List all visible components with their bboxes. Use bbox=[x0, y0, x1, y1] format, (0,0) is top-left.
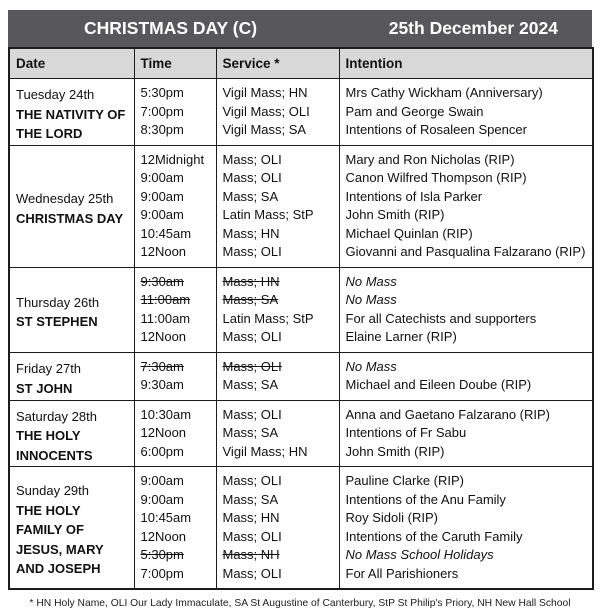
intention-cell: No Mass bbox=[339, 291, 593, 310]
time-cell: 12Noon bbox=[134, 243, 216, 267]
time-cell: 7:00pm bbox=[134, 565, 216, 590]
intention-cell: Michael Quinlan (RIP) bbox=[339, 225, 593, 244]
column-header-date: Date bbox=[9, 48, 134, 79]
date-line: THE NATIVITY OF bbox=[16, 106, 126, 122]
schedule-section bbox=[9, 352, 593, 400]
date-line: THE LORD bbox=[16, 126, 83, 141]
service-cell: Mass; SA bbox=[216, 424, 339, 443]
time-cell: 12Noon bbox=[134, 424, 216, 443]
service-cell: Vigil Mass; HN bbox=[216, 443, 339, 467]
time-cell: 12Midnight bbox=[134, 145, 216, 169]
time-cell: 9:00am bbox=[134, 188, 216, 207]
time-cell: 9:30am bbox=[134, 376, 216, 400]
schedule-row bbox=[9, 145, 593, 169]
date-line: ST JOHN bbox=[16, 380, 73, 396]
date-line: AND JOSEPH bbox=[16, 561, 101, 577]
service-cell: Mass; OLI bbox=[216, 243, 339, 267]
intention-cell: Mary and Ron Nicholas (RIP) bbox=[339, 145, 593, 169]
intention-cell: No Mass bbox=[339, 267, 593, 291]
service-cell: Mass; SA bbox=[216, 491, 339, 510]
column-header-intention: Intention bbox=[339, 48, 593, 79]
time-cell: 9:00am bbox=[134, 169, 216, 188]
date-line: Thursday 26th bbox=[16, 294, 100, 310]
date-cell bbox=[9, 467, 134, 590]
service-cell: Mass; HN bbox=[216, 267, 339, 291]
intention-cell: John Smith (RIP) bbox=[339, 443, 593, 467]
time-cell: 5:30pm bbox=[134, 79, 216, 103]
intention-cell: Intentions of the Anu Family bbox=[339, 491, 593, 510]
date-line: Friday 27th bbox=[16, 361, 82, 376]
schedule-section bbox=[9, 467, 593, 590]
date-cell bbox=[9, 267, 134, 352]
service-cell: Mass; SA bbox=[216, 376, 339, 400]
intention-cell: For all Catechists and supporters bbox=[339, 310, 593, 329]
intention-cell: No Mass School Holidays bbox=[339, 546, 593, 565]
time-cell: 10:45am bbox=[134, 509, 216, 528]
page-title: CHRISTMAS DAY (C) bbox=[84, 18, 258, 38]
service-cell: Mass; HN bbox=[216, 225, 339, 244]
time-cell: 12Noon bbox=[134, 328, 216, 352]
intention-cell: Giovanni and Pasqualina Falzarano (RIP) bbox=[339, 243, 593, 267]
date-line: CHRISTMAS DAY bbox=[16, 210, 124, 226]
intention-cell: Mrs Cathy Wickham (Anniversary) bbox=[339, 79, 593, 103]
service-cell: Latin Mass; StP bbox=[216, 206, 339, 225]
date-cell bbox=[9, 79, 134, 146]
time-cell: 7:00pm bbox=[134, 103, 216, 122]
schedule-section bbox=[9, 400, 593, 467]
intention-cell: Intentions of Isla Parker bbox=[339, 188, 593, 207]
page-date: 25th December 2024 bbox=[388, 18, 558, 38]
time-cell: 9:00am bbox=[134, 206, 216, 225]
service-cell: Vigil Mass; OLI bbox=[216, 103, 339, 122]
intention-cell: Intentions of Fr Sabu bbox=[339, 424, 593, 443]
service-cell: Mass; HN bbox=[216, 509, 339, 528]
time-cell: 10:45am bbox=[134, 225, 216, 244]
intention-cell: Anna and Gaetano Falzarano (RIP) bbox=[339, 400, 593, 424]
schedule-section bbox=[9, 145, 593, 267]
column-header-time: Time bbox=[134, 48, 216, 79]
intention-cell: Pauline Clarke (RIP) bbox=[339, 467, 593, 491]
time-cell: 7:30am bbox=[134, 352, 216, 376]
time-cell: 11:00am bbox=[134, 291, 216, 310]
time-cell: 11:00am bbox=[134, 310, 216, 329]
time-cell: 9:30am bbox=[134, 267, 216, 291]
schedule-row bbox=[9, 400, 593, 424]
date-line: THE HOLY bbox=[16, 428, 81, 443]
time-cell: 6:00pm bbox=[134, 443, 216, 467]
schedule-section bbox=[9, 79, 593, 146]
service-cell: Mass; OLI bbox=[216, 528, 339, 547]
intention-cell: Canon Wilfred Thompson (RIP) bbox=[339, 169, 593, 188]
schedule-row bbox=[9, 79, 593, 103]
schedule-section bbox=[9, 267, 593, 352]
service-cell: Mass; OLI bbox=[216, 352, 339, 376]
column-header-service: Service * bbox=[216, 48, 339, 79]
service-cell: Latin Mass; StP bbox=[216, 310, 339, 329]
time-cell: 9:00am bbox=[134, 491, 216, 510]
mass-schedule-table bbox=[8, 47, 594, 590]
schedule-row bbox=[9, 267, 593, 291]
service-cell: Mass; OLI bbox=[216, 467, 339, 491]
intention-cell: Intentions of Rosaleen Spencer bbox=[339, 121, 593, 145]
abbreviations-footnote: * HN Holy Name, OLI Our Lady Immaculate, SA St Augustine of Canterbury, StP St Philip's Priory, NH New Hall School bbox=[29, 598, 571, 609]
intention-cell: Roy Sidoli (RIP) bbox=[339, 509, 593, 528]
date-cell bbox=[9, 400, 134, 467]
date-line: FAMILY OF bbox=[16, 522, 84, 538]
service-cell: Mass; OLI bbox=[216, 565, 339, 590]
time-cell: 10:30am bbox=[134, 400, 216, 424]
service-cell: Mass; NH bbox=[216, 546, 339, 565]
table-header bbox=[9, 48, 593, 79]
service-cell: Mass; SA bbox=[216, 291, 339, 310]
date-line: JESUS, MARY bbox=[16, 541, 104, 557]
service-cell: Mass; OLI bbox=[216, 328, 339, 352]
date-line: ST STEPHEN bbox=[16, 314, 98, 329]
date-line: THE HOLY bbox=[16, 502, 81, 518]
service-cell: Mass; SA bbox=[216, 188, 339, 207]
service-cell: Mass; OLI bbox=[216, 400, 339, 424]
intention-cell: For All Parishioners bbox=[339, 565, 593, 590]
time-cell: 8:30pm bbox=[134, 121, 216, 145]
date-line: Sunday 29th bbox=[16, 483, 90, 499]
schedule-row bbox=[9, 467, 593, 491]
date-line: Saturday 28th bbox=[16, 408, 97, 424]
intention-cell: Michael and Eileen Doube (RIP) bbox=[339, 376, 593, 400]
intention-cell: Pam and George Swain bbox=[339, 103, 593, 122]
service-cell: Vigil Mass; HN bbox=[216, 79, 339, 103]
schedule-row bbox=[9, 352, 593, 376]
service-cell: Mass; OLI bbox=[216, 169, 339, 188]
date-cell bbox=[9, 145, 134, 267]
intention-cell: Intentions of the Caruth Family bbox=[339, 528, 593, 547]
header-row bbox=[9, 48, 593, 79]
intention-cell: No Mass bbox=[339, 352, 593, 376]
service-cell: Vigil Mass; SA bbox=[216, 121, 339, 145]
date-line: Tuesday 24th bbox=[16, 87, 95, 102]
title-bar bbox=[8, 10, 592, 47]
date-line: INNOCENTS bbox=[16, 447, 93, 463]
date-cell bbox=[9, 352, 134, 400]
date-line: Wednesday 25th bbox=[16, 191, 114, 206]
time-cell: 12Noon bbox=[134, 528, 216, 547]
intention-cell: Elaine Larner (RIP) bbox=[339, 328, 593, 352]
time-cell: 9:00am bbox=[134, 467, 216, 491]
service-cell: Mass; OLI bbox=[216, 145, 339, 169]
intention-cell: John Smith (RIP) bbox=[339, 206, 593, 225]
time-cell: 5:30pm bbox=[134, 546, 216, 565]
